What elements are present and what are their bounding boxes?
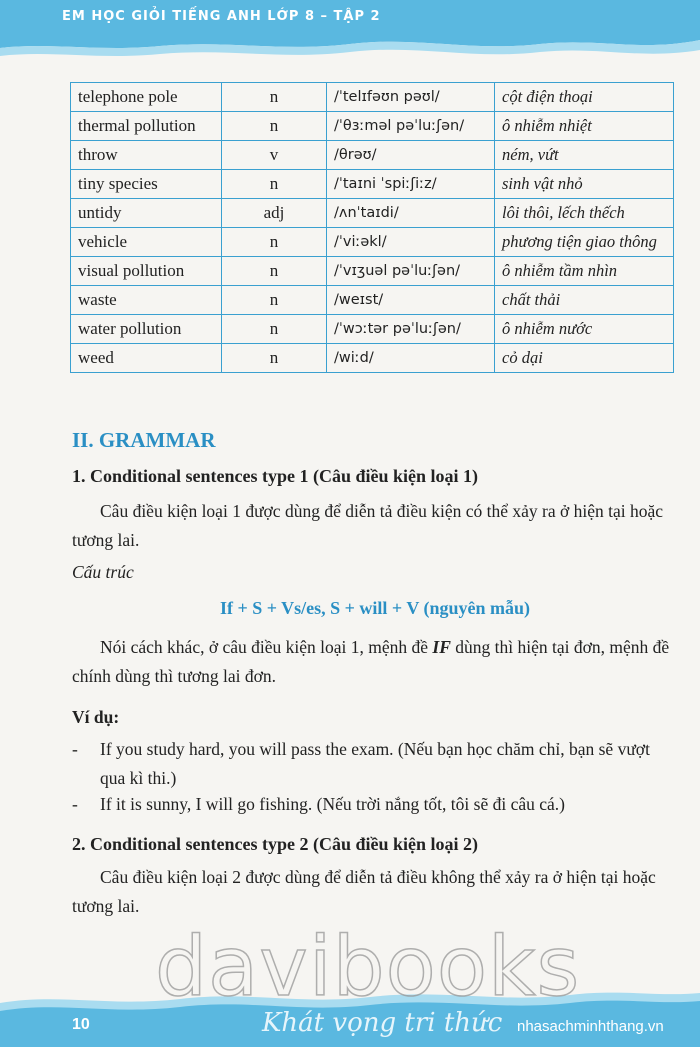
website-link[interactable]: nhasachminhthang.vn (517, 1018, 664, 1035)
book-title: EM HỌC GIỎI TIẾNG ANH LỚP 8 – TẬP 2 (62, 9, 381, 24)
page-number: 10 (72, 1016, 90, 1033)
structure-label: Cấu trúc (72, 562, 134, 582)
type2-heading: 2. Conditional sentences type 2 (Câu điều kiện loại 2) (72, 834, 479, 854)
vocab-ipa: /weɪst/ (327, 286, 495, 315)
vocab-row (71, 199, 674, 228)
vocab-pos: n (222, 344, 327, 373)
vocab-word: telephone pole (71, 83, 222, 112)
vocab-meaning: cỏ dại (495, 344, 674, 373)
vocab-meaning: phương tiện giao thông (495, 228, 674, 257)
vocab-word: weed (71, 344, 222, 373)
type2-intro: Câu điều kiện loại 2 được dùng để diễn tả điều không thể xảy ra ở hiện tại hoặc tương lai. (72, 867, 656, 916)
vocab-word: visual pollution (71, 257, 222, 286)
vocab-ipa: /θrəʊ/ (327, 141, 495, 170)
vocab-pos: n (222, 83, 327, 112)
vocab-row (71, 141, 674, 170)
type1-explanation: Nói cách khác, ở câu điều kiện loại 1, mệnh đề IF dùng thì hiện tại đơn, mệnh đề chính dùng thì tương lai đơn. (72, 637, 670, 686)
vocab-meaning: ném, vứt (495, 141, 674, 170)
vocab-row (71, 112, 674, 141)
type1-formula: If + S + Vs/es, S + will + V (nguyên mẫu) (219, 598, 531, 618)
type1-heading: 1. Conditional sentences type 1 (Câu điều kiện loại 1) (72, 466, 479, 486)
vocab-word: vehicle (71, 228, 222, 257)
vocab-meaning: ô nhiễm tầm nhìn (495, 257, 674, 286)
vocab-ipa: /ˈtelɪfəʊn pəʊl/ (327, 83, 495, 112)
vocab-row (71, 83, 674, 112)
vocab-meaning: chất thải (495, 286, 674, 315)
vocab-pos: n (222, 286, 327, 315)
vocab-row (71, 315, 674, 344)
vocab-word: thermal pollution (71, 112, 222, 141)
vocab-ipa: /ˈtaɪni ˈspiːʃiːz/ (327, 170, 495, 199)
vocab-meaning: lôi thôi, lếch thếch (495, 199, 674, 228)
vocab-meaning: ô nhiễm nhiệt (495, 112, 674, 141)
watermark-slogan: Khát vọng tri thức (262, 1008, 503, 1038)
type1-intro: Câu điều kiện loại 1 được dùng để diễn tả điều kiện có thể xảy ra ở hiện tại hoặc tương lai. (72, 501, 664, 550)
watermark-logo: davibooks (155, 920, 581, 1015)
vocab-ipa: /ˈwɔːtər pəˈluːʃən/ (327, 315, 495, 344)
vocab-ipa: /ˈθɜːməl pəˈluːʃən/ (327, 112, 495, 141)
section-title: II. GRAMMAR (72, 428, 216, 452)
vocab-pos: n (222, 257, 327, 286)
vocab-word: water pollution (71, 315, 222, 344)
vocabulary-table (70, 82, 674, 373)
vocab-row (71, 228, 674, 257)
vocab-meaning: cột điện thoại (495, 83, 674, 112)
example-item: - If you study hard, you will pass the exam. (Nếu bạn học chăm chỉ, bạn sẽ vượt qua kì thi.) (72, 739, 650, 788)
vocab-ipa: /ʌnˈtaɪdi/ (327, 199, 495, 228)
vocab-pos: n (222, 112, 327, 141)
vocab-pos: v (222, 141, 327, 170)
vocab-pos: n (222, 170, 327, 199)
vocab-row (71, 344, 674, 373)
vocab-pos: n (222, 315, 327, 344)
example-label: Ví dụ: (72, 707, 120, 727)
vocab-meaning: ô nhiễm nước (495, 315, 674, 344)
vocab-row (71, 257, 674, 286)
vocab-meaning: sinh vật nhỏ (495, 170, 674, 199)
vocab-pos: adj (222, 199, 327, 228)
vocab-word: untidy (71, 199, 222, 228)
vocab-ipa: /ˈvɪʒuəl pəˈluːʃən/ (327, 257, 495, 286)
vocab-row (71, 170, 674, 199)
example-item: - If it is sunny, I will go fishing. (Nếu trời nắng tốt, tôi sẽ đi câu cá.) (72, 794, 565, 814)
vocab-pos: n (222, 228, 327, 257)
vocab-row (71, 286, 674, 315)
vocab-word: throw (71, 141, 222, 170)
vocab-ipa: /wiːd/ (327, 344, 495, 373)
vocab-ipa: /ˈviːəkl/ (327, 228, 495, 257)
vocab-word: waste (71, 286, 222, 315)
vocab-word: tiny species (71, 170, 222, 199)
